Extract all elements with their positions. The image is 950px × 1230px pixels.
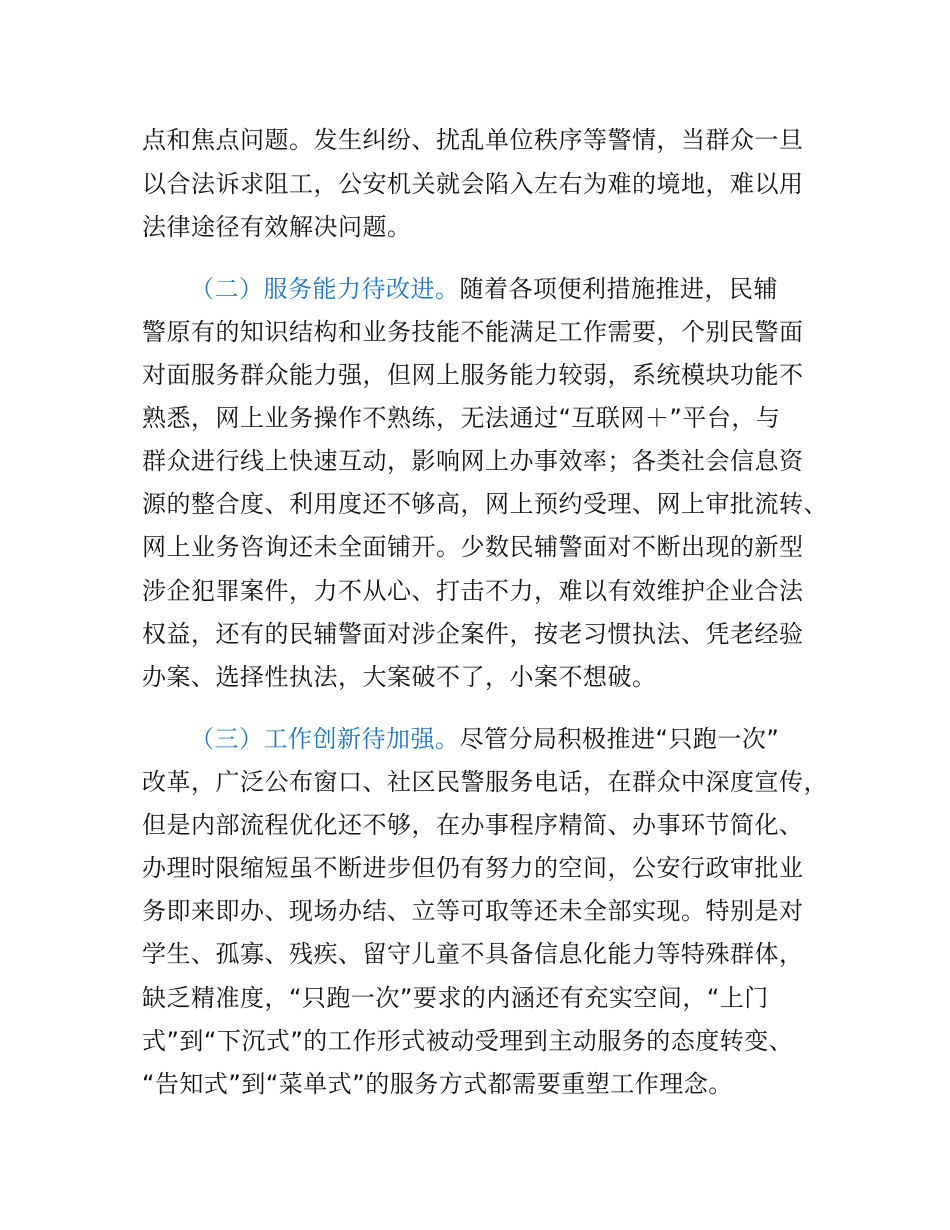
- text-line: 涉企犯罪案件，力不从心、打击不力，难以有效维护企业合法: [142, 577, 804, 605]
- text-line: 办理时限缩短虽不断进步但仍有努力的空间，公安行政审批业: [142, 854, 804, 882]
- text-line: 学生、孤寡、残疾、留守儿童不具备信息化能力等特殊群体，: [142, 940, 804, 968]
- text-line: 法律途径有效解决问题。: [142, 213, 412, 241]
- text-line: 对面服务群众能力强，但网上服务能力较弱，系统模块功能不: [142, 361, 804, 389]
- text-run: 尽管分局积极推进“只跑一次”: [459, 725, 780, 753]
- section-heading-2: （二）服务能力待改进。: [190, 275, 460, 303]
- text-line: 务即来即办、现场办结、立等可取等还未全部实现。特别是对: [142, 897, 804, 925]
- text-run: 随着各项便利措施推进，民辅: [459, 275, 778, 303]
- text-line: “告知式”到“菜单式”的服务方式都需要重塑工作理念。: [142, 1070, 733, 1098]
- section-heading-3: （三）工作创新待加强。: [190, 725, 460, 753]
- text-line: 以合法诉求阻工，公安机关就会陷入左右为难的境地，难以用: [142, 170, 804, 198]
- text-line: 网上业务咨询还未全面铺开。少数民辅警面对不断出现的新型: [142, 533, 804, 561]
- text-line: 熟悉，网上业务操作不熟练，无法通过“互联网＋”平台，与: [142, 404, 781, 432]
- text-line: 警原有的知识结构和业务技能不能满足工作需要，个别民警面: [142, 318, 804, 346]
- text-line: 办案、选择性执法，大案破不了，小案不想破。: [142, 663, 657, 691]
- text-line: 源的整合度、利用度还不够高，网上预约受理、网上审批流转、: [142, 490, 828, 518]
- text-line: 式”到“下沉式”的工作形式被动受理到主动服务的态度转变、: [142, 1027, 794, 1055]
- text-line: 点和焦点问题。发生纠纷、扰乱单位秩序等警情，当群众一旦: [142, 126, 804, 154]
- text-line: 缺乏精准度，“只跑一次”要求的内涵还有充实空间，“上门: [142, 984, 769, 1012]
- text-line: 改革，广泛公布窗口、社区民警服务电话，在群众中深度宣传，: [142, 768, 828, 796]
- text-line: 权益，还有的民辅警面对涉企案件，按老习惯执法、凭老经验: [142, 620, 804, 648]
- paragraph-first-line: [190, 274, 778, 304]
- text-line: 群众进行线上快速互动，影响网上办事效率；各类社会信息资: [142, 447, 804, 475]
- paragraph-first-line: [190, 724, 779, 754]
- text-line: 但是内部流程优化还不够，在办事程序精简、办事环节简化、: [142, 811, 804, 839]
